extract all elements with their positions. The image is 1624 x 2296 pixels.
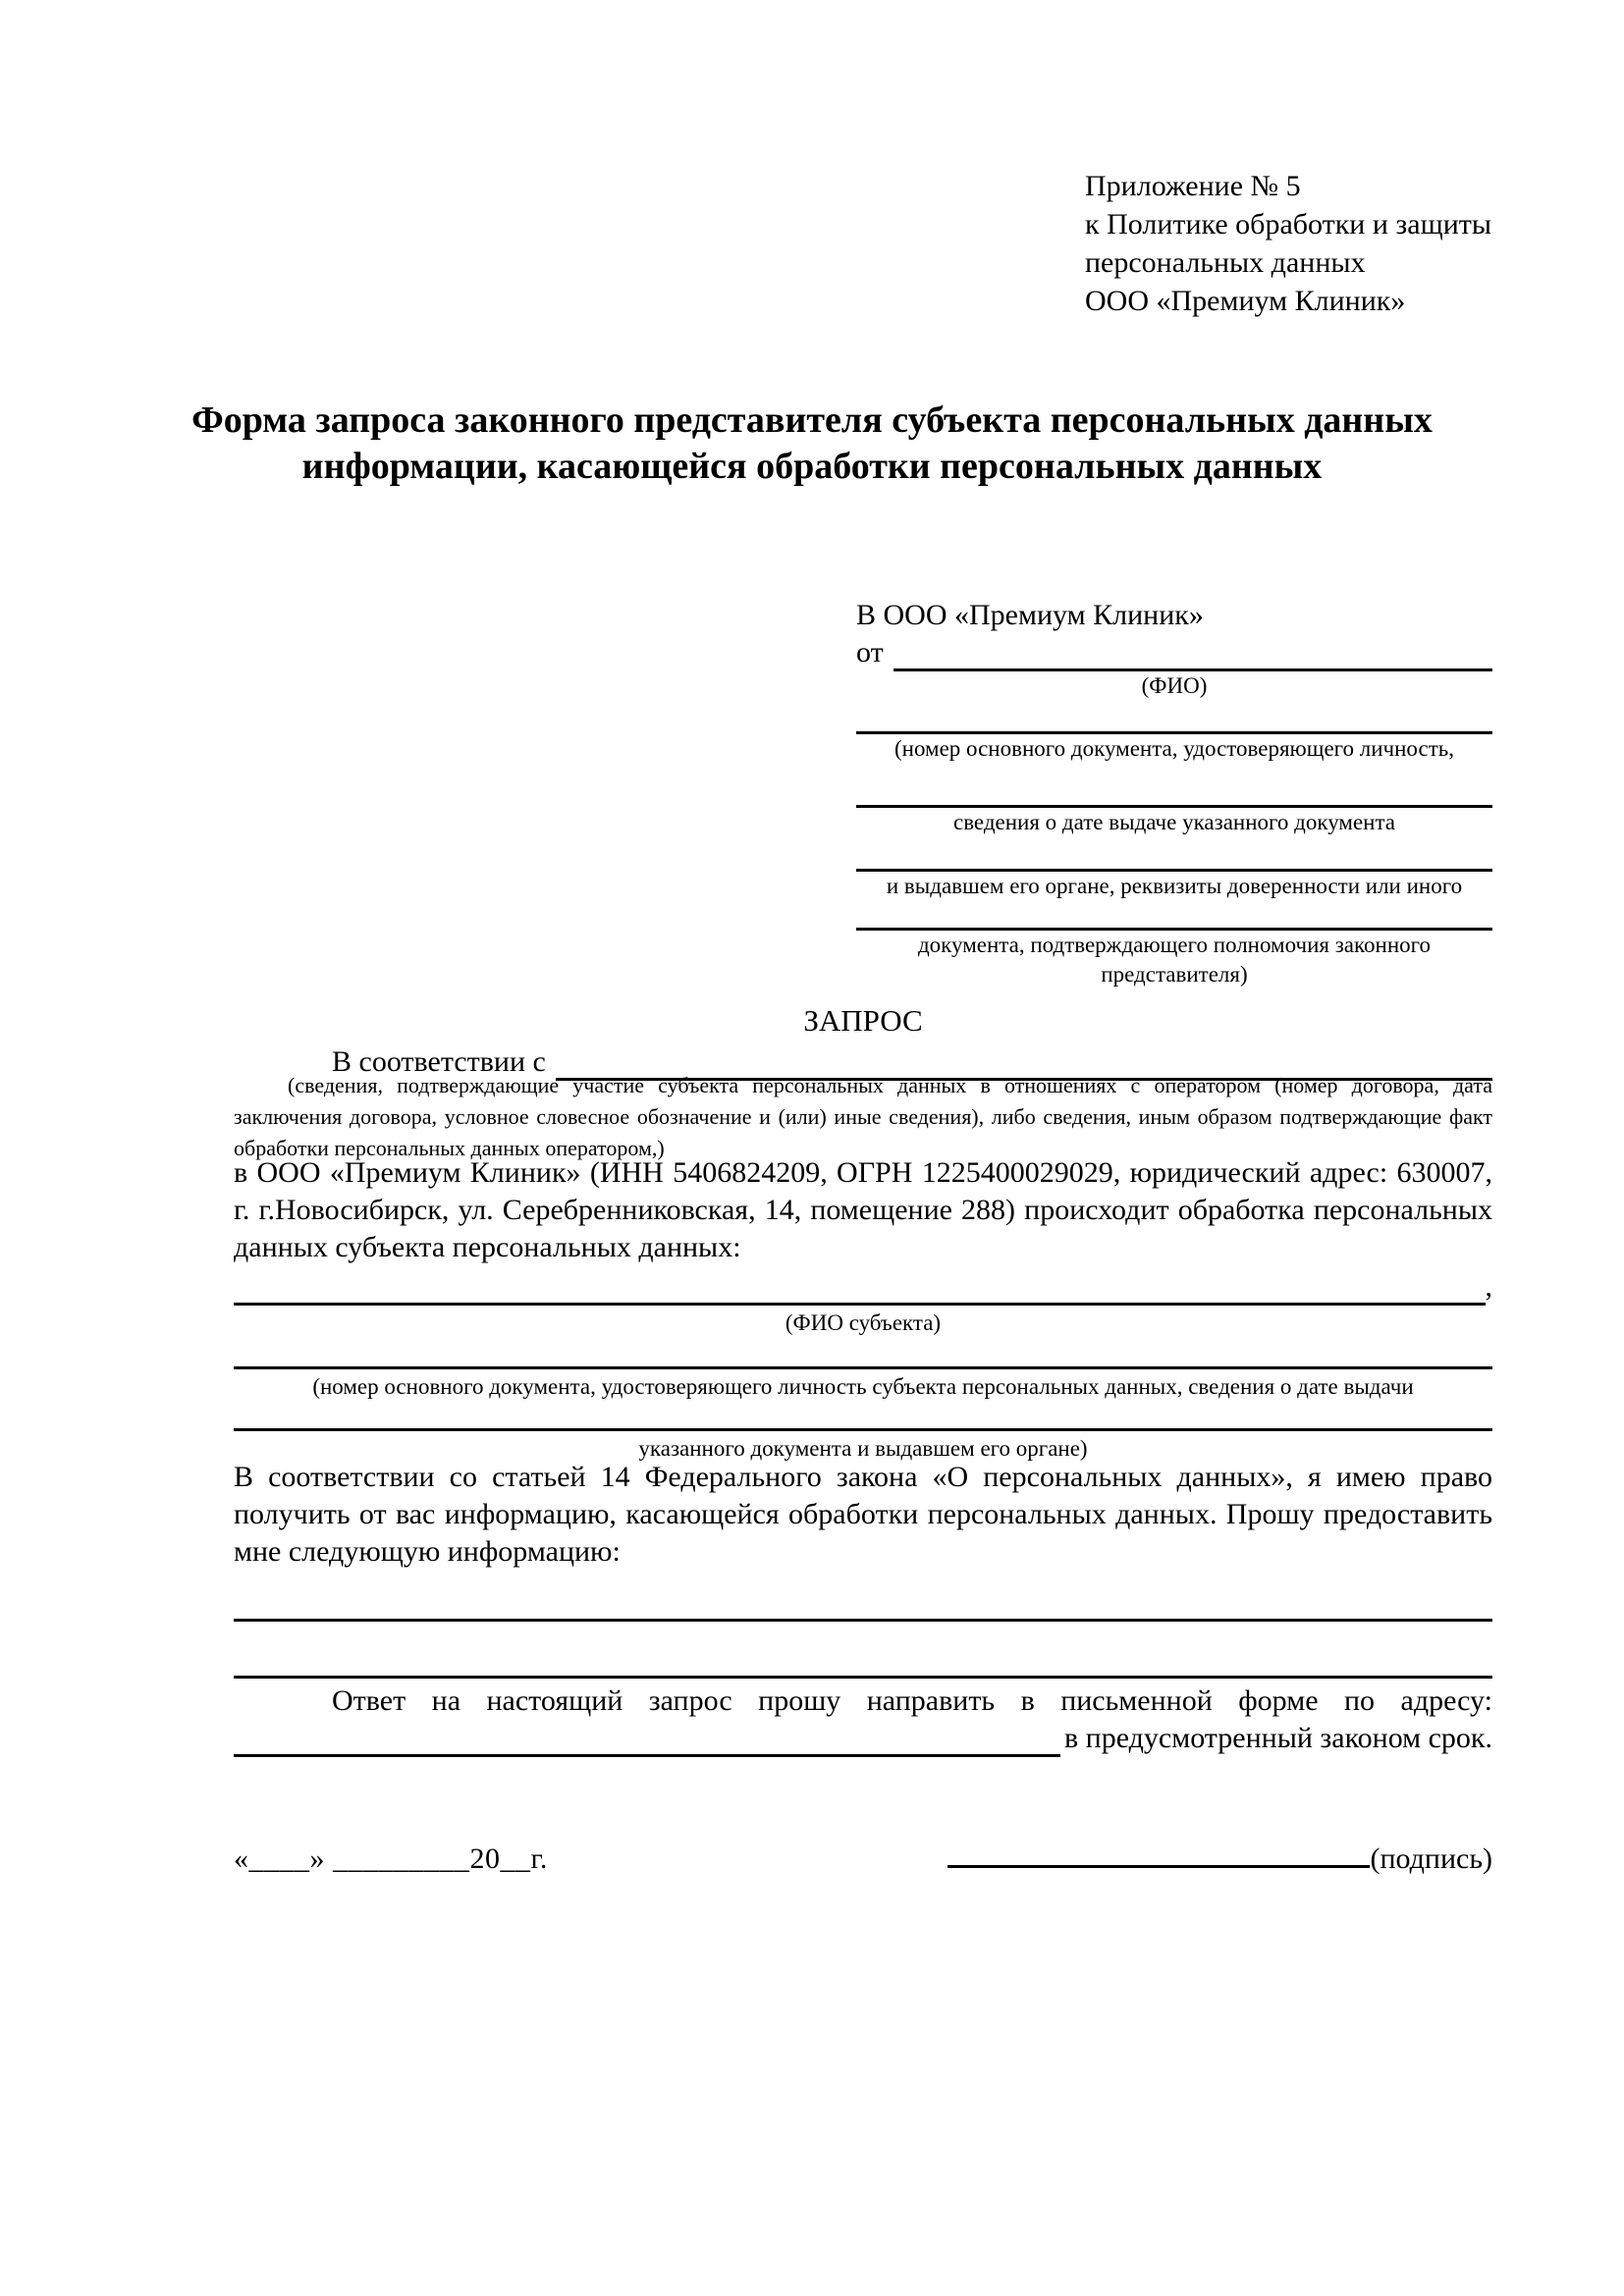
reply-address-field-row [234,1720,1492,1757]
signature-caption: (подпись) [1370,1842,1492,1875]
document-title-line: Форма запроса законного представителя субъекта персональных данных [191,400,1433,441]
appendix-line: Приложение № 5 [1085,170,1301,202]
subject-fio-field-row [234,1268,1492,1306]
document-title-line: информации, касающейся обработки персональных данных [301,446,1323,487]
blank-field-line [234,1268,1486,1306]
operator-paragraph: в ООО «Премиум Клиник» (ИНН 5406824209, ОГРН 1225400029029, юридический адрес: 630007, г. г.Новосибирск, ул. Серебренниковская, 14, помещение 288) происходит обработка персональных данных субъекта персональных данных: [234,1156,1492,1263]
from-label: от [856,636,884,668]
date-blank-line: «____» _________20__г. [234,1842,548,1875]
request-heading: ЗАПРОС [803,1003,923,1038]
blank-field-line [893,634,1492,671]
intro-label: В соответствии с [332,1045,546,1078]
rights-paragraph: В соответствии со статьей 14 Федерального закона «О персональных данных», я имею право получить от вас информацию, касающейся обработки персональных данных. Прошу предоставить мне следующую информацию: [234,1461,1492,1568]
blank-field-line [234,1676,1492,1679]
subject-line-comma: , [1485,1270,1492,1303]
signature-blank-line [947,1832,1370,1868]
intro-caption: (сведения, подтверждающие участие субъекта персональных данных в отношениях с оператором (номер договора, дата заключения договора, условное словесное обозначение и (или) иные сведения), либо сведения, иным образом подтверждающие факт обработки персональных данных оператором,) [234,1073,1492,1160]
subject-fio-caption: (ФИО субъекта) [785,1310,942,1335]
blank-field-line [234,1366,1492,1369]
appendix-line: персональных данных [1085,246,1366,279]
reply-tail-text: в предусмотренный законом срок. [1064,1722,1492,1754]
appendix-line: к Политике обработки и защиты [1085,208,1492,240]
blank-field-line [234,1428,1492,1431]
reply-paragraph: Ответ на настоящий запрос прошу направить в письменной форме по адресу: [332,1684,1492,1717]
issuing-authority-caption: и выдавшем его органе, реквизиты доверенности или иного [886,874,1463,898]
appendix-block [1085,167,1491,320]
subject-document-caption-top: (номер основного документа, удостоверяющего личность субъекта персональных данных, сведения о дате выдачи [312,1374,1414,1399]
blank-field-line [234,1619,1492,1622]
subject-document-caption-bottom: указанного документа и выдавшем его органе) [638,1436,1088,1461]
appendix-line: ООО «Премиум Клиник» [1085,285,1406,317]
from-field-row [856,634,1492,671]
blank-field-line [234,1720,1060,1757]
fio-caption: (ФИО) [1141,673,1208,698]
document-title [183,398,1441,490]
footer-row [234,1832,1492,1879]
issue-date-caption: сведения о дате выдаче указанного документа [952,810,1396,834]
addressee-block [856,597,1492,989]
representative-authority-caption: документа, подтверждающего полномочия законного представителя) [917,933,1431,987]
addressee-organization: В ООО «Премиум Клиник» [856,599,1204,631]
document-number-caption: (номер основного документа, удостоверяющего личность, [893,736,1454,761]
